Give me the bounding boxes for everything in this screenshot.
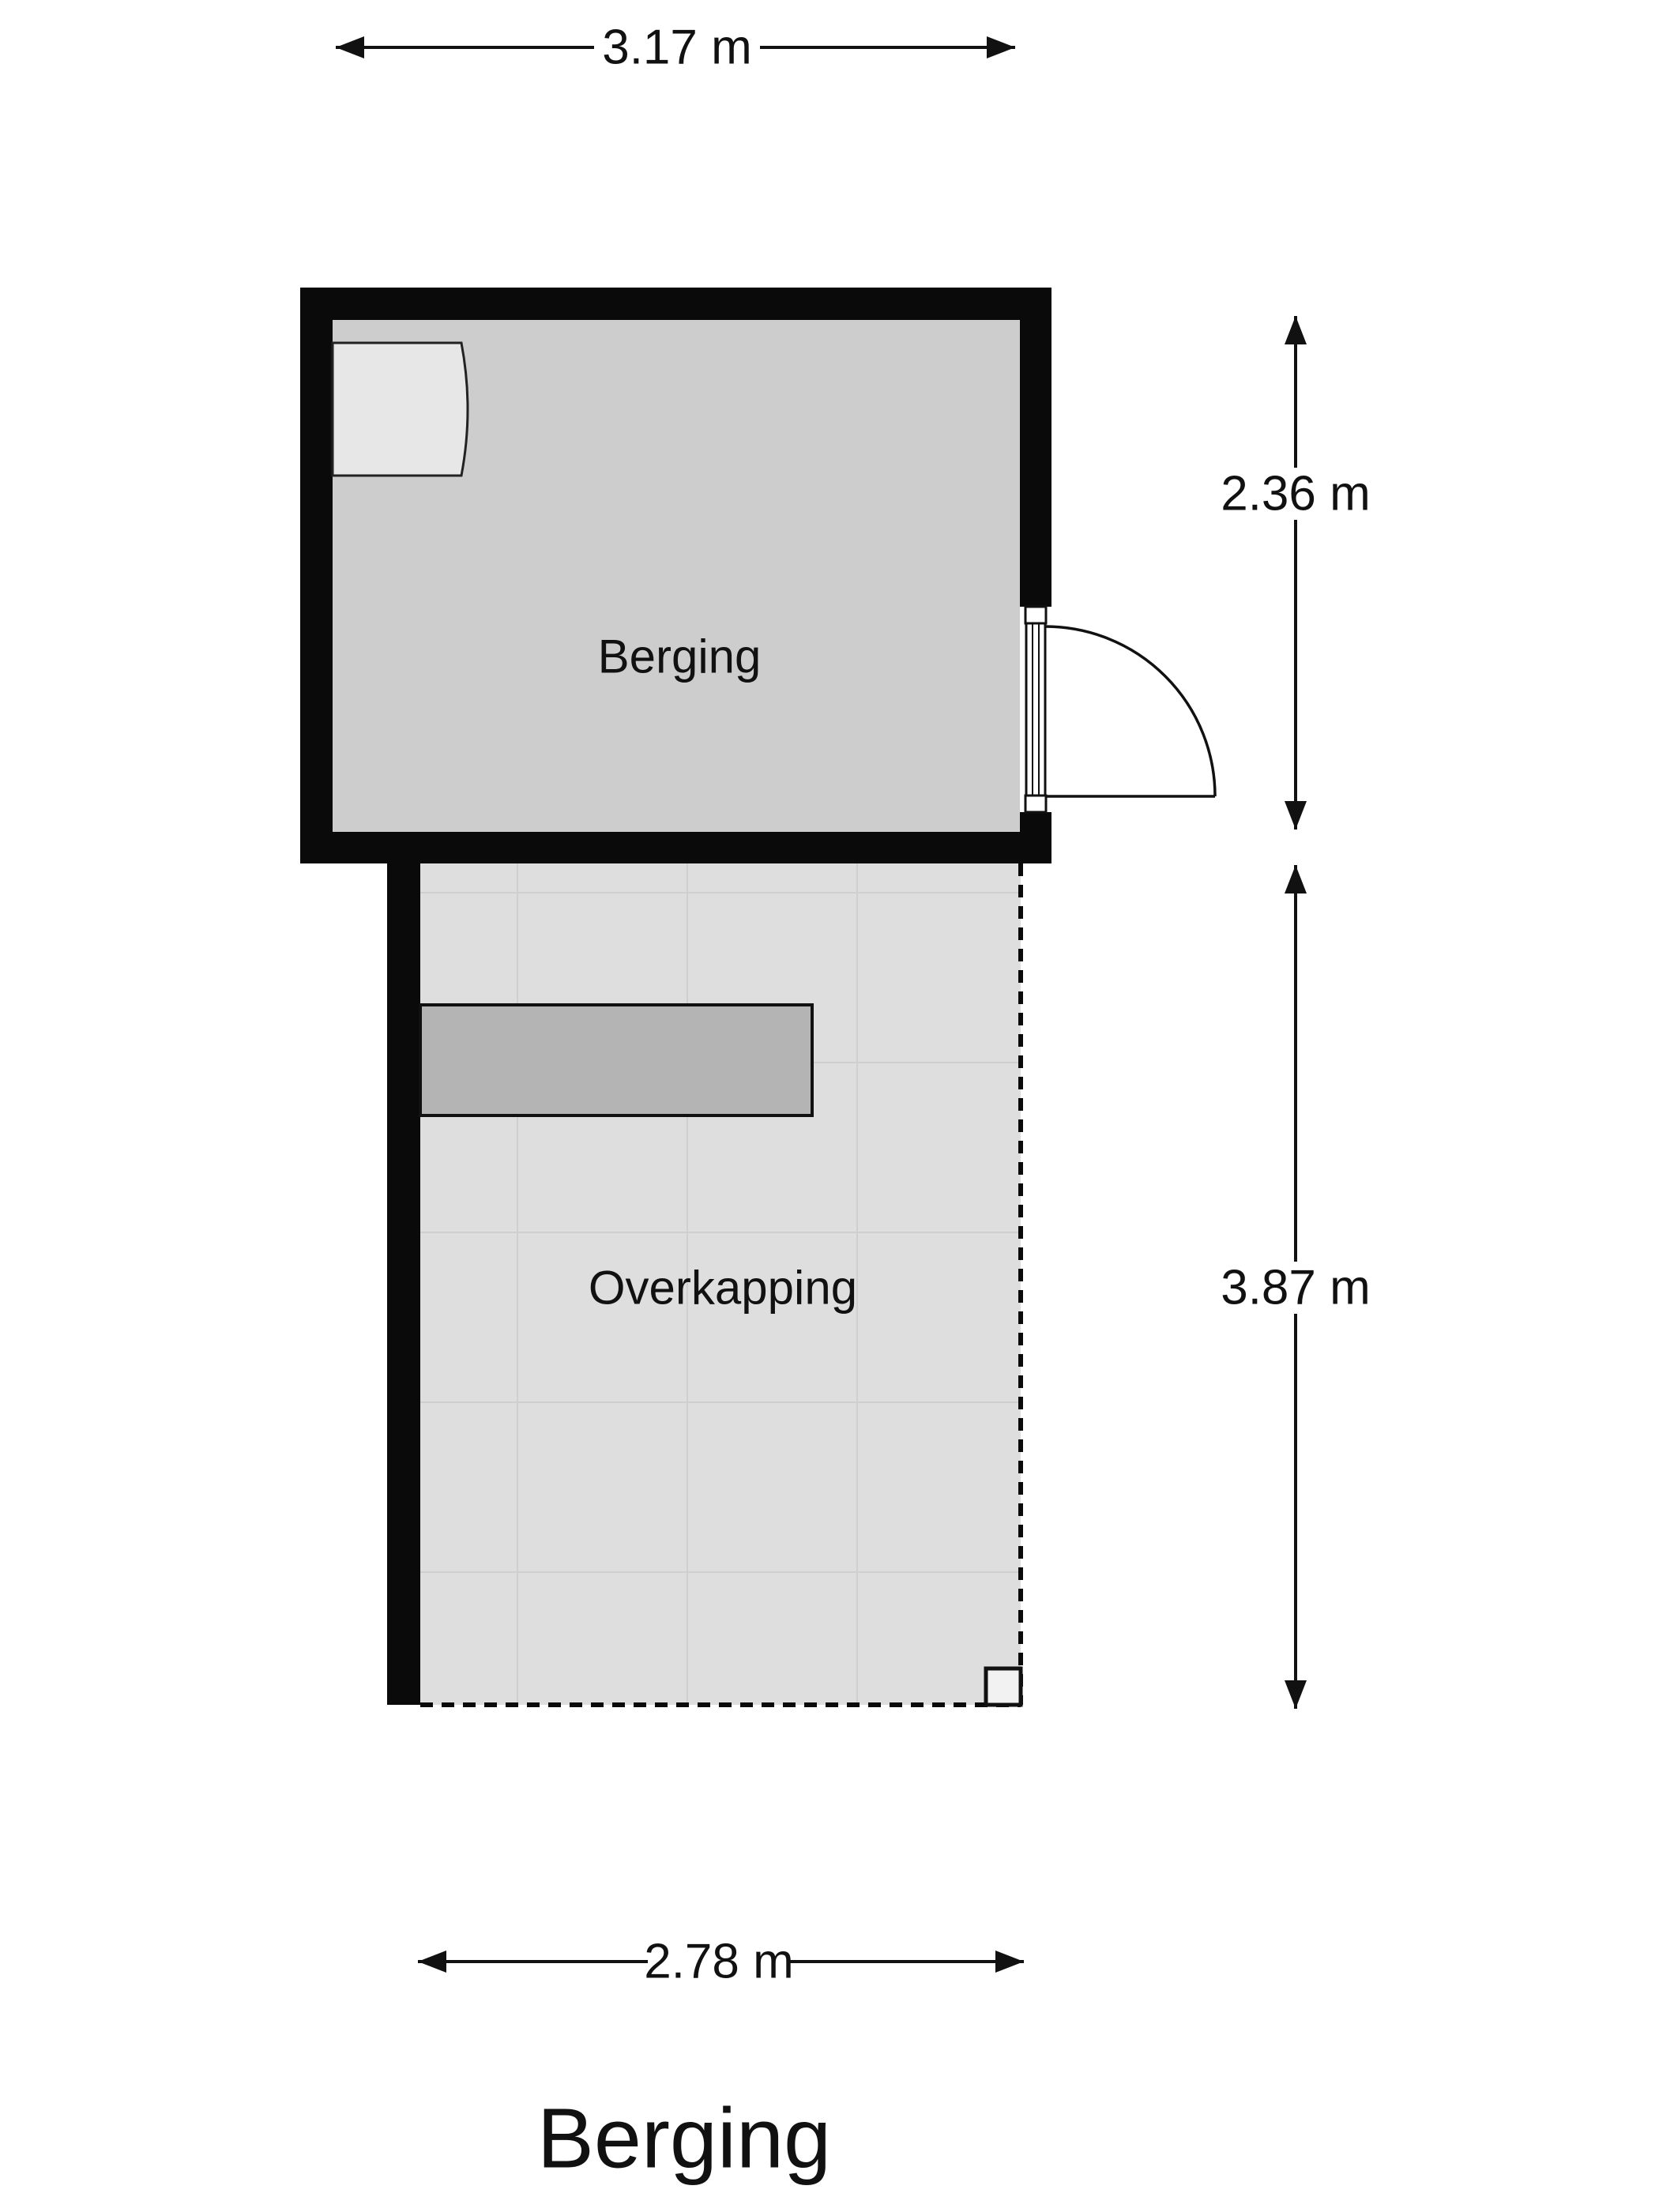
arrowhead-down [1285,801,1307,830]
overkapping-bench [420,1005,812,1115]
arrowhead-right [987,36,1015,58]
dimension-overkapping-depth [1221,865,1371,1709]
dimension-label: 3.87 m [1221,1260,1371,1315]
dimension-berging-width [336,21,1015,75]
overkapping-area [387,863,1021,1705]
dimension-label: 3.17 m [602,20,752,75]
arrowhead-up [1285,316,1307,344]
overkapping-left-wall [387,863,420,1705]
dimension-berging-depth [1221,316,1371,830]
berging-workbench [333,343,468,476]
plan-title: Berging [536,2090,832,2186]
overkapping-room-label: Overkapping [588,1261,858,1315]
arrowhead-up [1285,865,1307,893]
arrowhead-left [418,1951,446,1973]
arrowhead-left [336,36,364,58]
arrowhead-down [1285,1680,1307,1709]
door-frame-bottom [1025,796,1046,812]
dimension-overkapping-width [418,1935,1024,1989]
door-panel [1026,623,1045,796]
door-frame-top [1025,607,1046,623]
dimension-label: 2.36 m [1221,466,1371,521]
corner-post [986,1668,1021,1705]
dimension-label: 2.78 m [644,1934,794,1989]
berging-room [300,288,1215,863]
arrowhead-right [995,1951,1024,1973]
door-swing-arc [1045,626,1215,796]
berging-room-label: Berging [597,630,762,683]
